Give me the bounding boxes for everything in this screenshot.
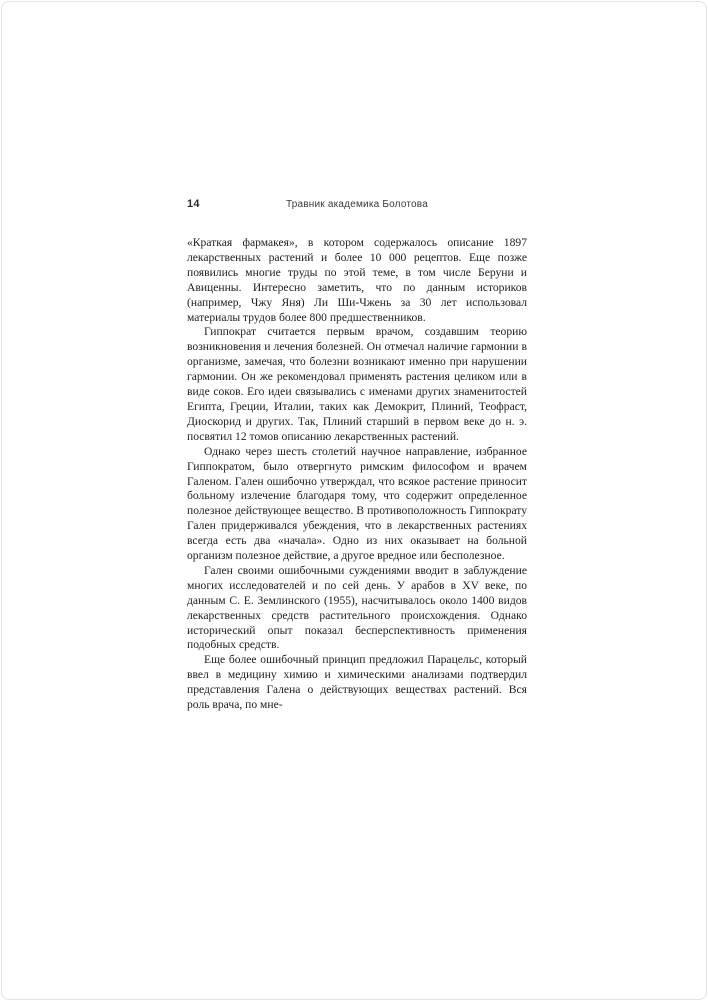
running-header	[187, 198, 527, 214]
paragraph: «Краткая фармакея», в котором содержалось описание 1897 лекарственных растений и более 10 000 рецептов. Еще позже появились многие труды по этой теме, в том числе Беруни и Авиценны. Интересно заметить, что по данным историков (например, Чжу Яня) Ли Ши-Чжень за 30 лет использовал материалы трудов более 800 предшественников.	[187, 236, 527, 324]
paragraph: Гален своими ошибочными суждениями вводит в заблуждение многих исследователей и по сей день. У арабов в XV веке, по данным С. Е. Землинского (1955), насчитывалось около 1400 видов лекарственных средств растительного происхождения. Однако исторический опыт показал бесперспективность применения подобных средств.	[187, 563, 527, 652]
page-number: 14	[187, 198, 200, 210]
body-text	[187, 236, 527, 713]
running-title: Травник академика Болотова	[286, 199, 428, 210]
paragraph: Гиппократ считается первым врачом, создавшим теорию возникновения и лечения болезней. Он отмечал наличие гармонии в организме, замечая, что болезни возникают именно при нарушении гармонии. Он же рекомендовал применять растения целиком или в виде соков. Его идеи связывались с именами других знаменитостей Египта, Греции, Италии, таких как Демокрит, Плиний, Теофраст, Диоскорид и других. Так, Плиний старший в первом веке до н. э. посвятил 12 томов описанию лекарственных растений.	[187, 325, 527, 443]
book-page	[1, 1, 707, 1000]
paragraph: Однако через шесть столетий научное направление, избранное Гиппократом, было отвергнуто римским философом и врачем Галеном. Гален ошибочно утверждал, что всякое растение приносит больному излечение благодаря тому, что содержит определенное полезное действующее вещество. В противоположность Гиппократу Гален придерживался убеждения, что в лекарственных растениях всегда есть два «начала». Одно из них оказывает на больной организм полезное действие, а другое вредное или бесполезное.	[187, 444, 527, 563]
page-content-area	[187, 198, 527, 713]
paragraph: Еще более ошибочный принцип предложил Парацельс, который ввел в медицину химию и химическими анализами подтвердил представления Галена о действующих веществах растений. Вся роль врача, по мне-	[187, 653, 527, 712]
